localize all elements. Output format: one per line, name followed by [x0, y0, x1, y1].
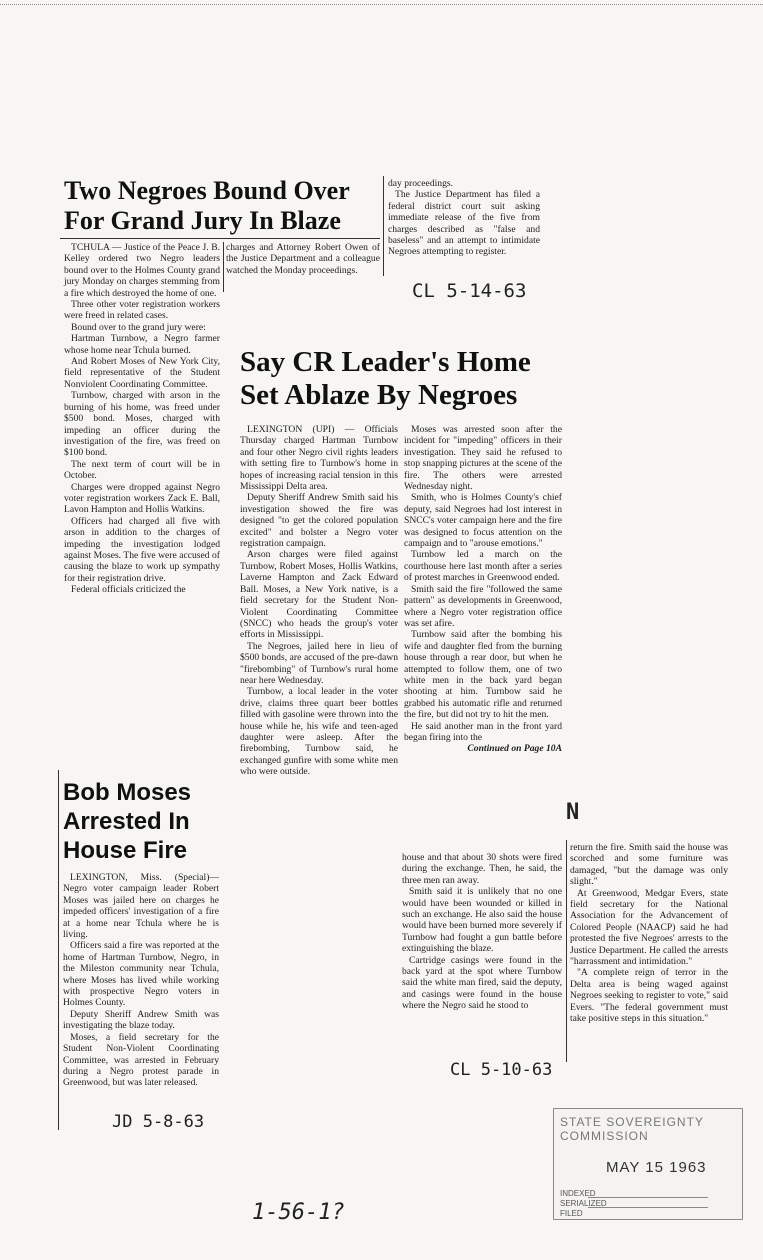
clip3-left-rule: [58, 770, 59, 1130]
clip1-column-2: [226, 242, 380, 276]
paragraph: LEXINGTON (UPI) — Officials Thursday charged Hartman Turnbow and four other Negro civil rights leaders with setting fire to Turnbow's home in hopes of increasing racial tension in this Mississippi Delta area.: [240, 424, 398, 493]
stamp-date: MAY 15 1963: [606, 1159, 707, 1176]
paragraph: Smith said the fire "followed the same pattern" as developments in Greenwood, where a Negro voter registration office was set afire.: [404, 583, 562, 629]
handwritten-annotation-clip1: CL 5-14-63: [412, 280, 527, 302]
stamp-row-serialized: SERIALIZED: [560, 1199, 607, 1208]
paragraph: Turnbow, a local leader in the voter drive, claims three quart beer bottles filled with gasoline were thrown into the house while he, his wife and teen-aged daughter were asleep. After the firebombing, Turnbow said, he exchanged gunfire with some white men who were outside.: [240, 686, 398, 778]
paragraph: Turnbow led a march on the courthouse here last month after a series of protest marches in Greenwood ended.: [404, 549, 562, 584]
handwritten-annotation-clip3: JD 5-8-63: [112, 1112, 205, 1132]
paragraph: day proceedings.: [388, 178, 454, 189]
handwritten-file-number: 1-56-1?: [252, 1200, 345, 1225]
paragraph: At Greenwood, Medgar Evers, state field secretary for the National Association for the Advancement of Colored People (NAACP) said he had protested the five Negroes' arrests to the Justice Department. He called the arrests "harrassment and intimidation.": [570, 887, 728, 968]
paragraph: Officers had charged all five with arson in addition to the charges of impeding the investigation lodged against Moses. The five were accused of causing the blaze to work up sympathy for their registration drive.: [64, 515, 220, 584]
stamp-row-indexed: INDEXED: [560, 1189, 596, 1198]
column-rule: [223, 242, 224, 292]
paragraph: Turnbow said after the bombing his wife and daughter fled from the burning house through a rear door, but when he attempted to follow them, one of two white men in the back yard began shooting at him. Turnbow said he grabbed his automatic rifle and returned the fire, but did not try to hit the men.: [404, 629, 562, 721]
paragraph: The Negroes, jailed here in lieu of $500 bonds, are accused of the pre-dawn "firebombing" of Turnbow's rural home near here Wednesday.: [240, 640, 398, 686]
clip2-column-2: [404, 424, 562, 755]
paragraph: Charges were dropped against Negro voter registration workers Zack E. Ball, Lavon Hampton and Hollis Watkins.: [64, 481, 220, 516]
paragraph: Smith, who is Holmes County's chief deputy, said Negroes had lost interest in SNCC's voter campaign here and the fire was designed to focus attention on the campaign and to "arouse emotions.": [404, 492, 562, 550]
paragraph: Deputy Sheriff Andrew Smith was investigating the blaze today.: [63, 1008, 219, 1032]
paragraph: Deputy Sheriff Andrew Smith said his investigation showed the fire was designed "to get the colored population excited" and bolster a Negro voter registration campaign.: [240, 492, 398, 550]
paragraph: TCHULA — Justice of the Peace J. B. Kelley ordered two Negro leaders bound over to the Holmes County grand jury Monday on charges stemming from a fire which destroyed the home of one.: [64, 242, 220, 299]
clip3-body: [63, 872, 219, 1089]
paragraph: Turnbow, charged with arson in the burning of his home, was freed under $500 bond. Moses, charged with impeding an officer during the investigation of the fire, was freed on $100 bond.: [64, 390, 220, 459]
paragraph: The next term of court will be in October.: [64, 458, 220, 482]
headline-rule: [60, 238, 380, 239]
continued-line: Continued on Page 10A: [467, 743, 562, 755]
paragraph: Federal officials criticized the: [71, 584, 186, 596]
paragraph: Officers said a fire was reported at the home of Hartman Turnbow, Negro, in the Mileston community near Tchula, where Moses has lived while working with prospective Negro voters in Holmes County.: [63, 940, 219, 1009]
paragraph: Moses, a field secretary for the Student Non-Violent Coordinating Committee, was arrested in February during a Negro protest parade in Greenwood, but was later released.: [63, 1031, 219, 1089]
paragraph: Moses was arrested soon after the incident for "impeding" officers in their investigation. They said he refused to stop snapping pictures at the scene of the fire. The others were arrested Wednesday night.: [404, 424, 562, 493]
received-stamp: [553, 1108, 743, 1220]
clip2-continued-column-1: [402, 852, 562, 1012]
paragraph: Arson charges were filed against Turnbow, Robert Moses, Hollis Watkins, Laverne Hampton and Zack Edward Ball. Moses, a New York native, is a field secretary for the Student Non-Violent Coordinating Committee (SNCC) who heads the group's voter efforts in Mississippi.: [240, 549, 398, 641]
paragraph: Three other voter registration workers were freed in related cases.: [64, 299, 220, 322]
paragraph: The Justice Department has filed a federal district court suit asking immediate release of the five from charges described as "false and baseless" and an attempt to intimidate Negroes attempting to register.: [388, 189, 540, 258]
headline-cr-leader: Say CR Leader's Home Set Ablaze By Negroes: [240, 346, 531, 412]
margin-mark: N: [566, 800, 580, 825]
stamp-row-filed: FILED: [560, 1209, 583, 1218]
paragraph: And Robert Moses of New York City, field representative of the Student Nonviolent Coordinating Committee.: [64, 356, 220, 390]
paragraph: charges and Attorney Robert Owen of the Justice Department and a colleague watched the Monday proceedings.: [226, 242, 380, 276]
paragraph: LEXINGTON, Miss. (Special)— Negro voter campaign leader Robert Moses was jailed here on charges he impeded officers' investigation of a fire at a home near Tchula where he is living.: [63, 872, 219, 941]
headline-grand-jury: Two Negroes Bound Over For Grand Jury In Blaze: [64, 176, 350, 235]
paragraph: house and that about 30 shots were fired during the exchange. Then, he said, the three men ran away.: [402, 852, 562, 886]
paragraph: Cartridge casings were found in the back yard at the spot where Turnbow said the white man fired, said the deputy, and casings were found in the house where the Negro said he stood to: [402, 954, 562, 1012]
paragraph: return the fire. Smith said the house was scorched and some furniture was damaged, "but the damage was only slight.": [570, 842, 728, 888]
handwritten-annotation-clip2: CL 5-10-63: [450, 1060, 553, 1080]
clip2-column-1: [240, 424, 398, 778]
column-rule: [383, 176, 384, 276]
clip1-column-1: [64, 242, 220, 596]
stamp-line: [588, 1207, 708, 1208]
clip2-continued-column-2: [570, 842, 728, 1025]
stamp-line: [588, 1197, 708, 1198]
stamp-title: STATE SOVEREIGNTY COMMISSION: [560, 1115, 704, 1143]
paragraph: Hartman Turnbow, a Negro farmer whose home near Tchula burned.: [64, 333, 220, 356]
paragraph: He said another man in the front yard began firing into the: [404, 720, 562, 743]
column-rule: [566, 840, 567, 1062]
paragraph: "A complete reign of terror in the Delta area is being waged against Negroes seeking to register to vote," said Evers. "The federal government must take positive steps in this situation.": [570, 967, 728, 1025]
paragraph: Smith said it is unlikely that no one would have been wounded or killed in such an exchange. He also said the house would have been burned more severely if Turnbow had fought a gun battle before extinguishing the blaze.: [402, 886, 562, 955]
clip1-column-3: [388, 178, 540, 258]
headline-bob-moses: Bob Moses Arrested In House Fire: [63, 779, 192, 864]
paragraph: Bound over to the grand jury were:: [71, 321, 206, 333]
top-edge-rule: [0, 4, 763, 5]
